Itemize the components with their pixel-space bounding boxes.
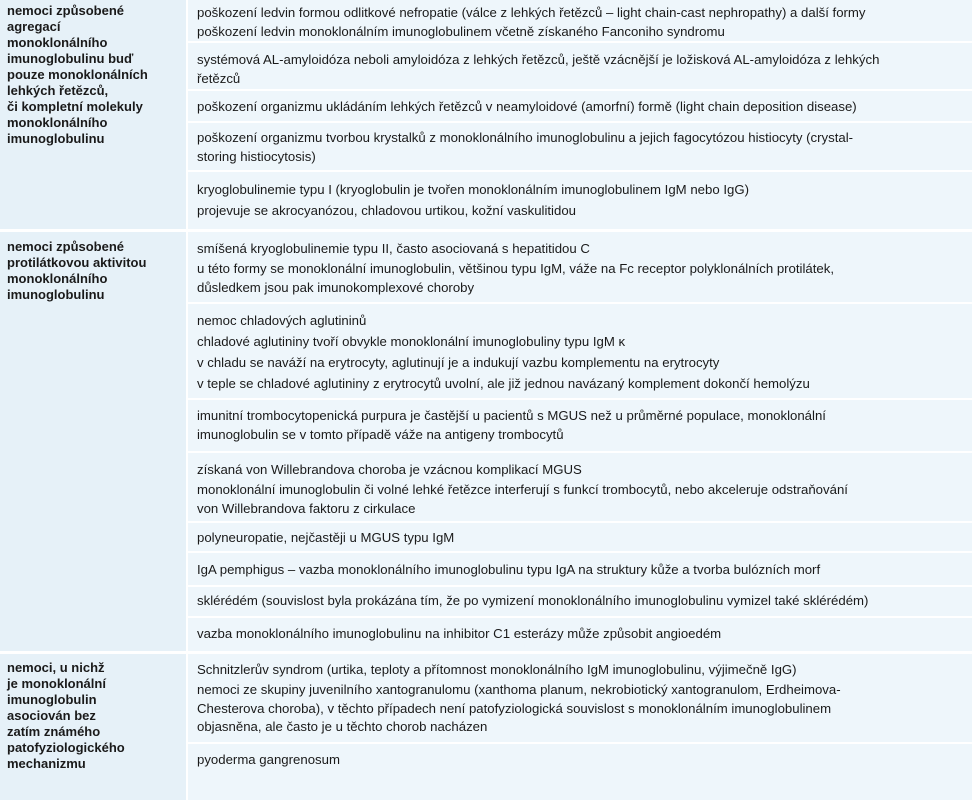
group-cells: [186, 232, 972, 651]
cell-line: řetězců: [197, 70, 241, 86]
label-line: monoklonálního: [7, 35, 108, 50]
label-line: imunoglobulinu buď: [7, 51, 134, 66]
table-cell: [188, 172, 972, 229]
label-line: monoklonálního: [7, 271, 108, 286]
label-line: mechanizmu: [7, 756, 86, 771]
cell-line: poškození organizmu tvorbou krystalků z monoklonálního imunoglobulinu a jejich fagocytózou histiocyty (crystal-: [197, 130, 854, 145]
cell-line: sklérédém (souvislost byla prokázána tím, že po vymizení monoklonálního imunoglobulinu vymizel také sklérédém): [197, 593, 869, 608]
cell-line: von Willebrandova faktoru z cirkulace: [197, 500, 416, 516]
label-line: patofyziologického: [7, 740, 125, 755]
cell-line: imunoglobulin se v tomto případě váže na antigeny trombocytů: [197, 426, 564, 442]
cell-line: v chladu se naváží na erytrocyty, aglutinují je a indukují vazbu komplementu na erytrocyty: [197, 355, 720, 370]
cell-line: chladové aglutininy tvoří obvykle monoklonální imunoglobuliny typu IgM κ: [197, 334, 626, 349]
label-line: imunoglobulinu: [7, 131, 105, 146]
label-line: imunoglobulin: [7, 692, 97, 707]
label-line: je monoklonální: [7, 676, 106, 691]
cell-line: systémová AL-amyloidóza neboli amyloidóza z lehkých řetězců, ještě vzácnější je ložisková AL-amyloidóza z lehkých: [197, 52, 880, 67]
label-line: či kompletní molekuly: [7, 99, 143, 114]
cell-line: IgA pemphigus – vazba monoklonálního imunoglobulinu typu IgA na struktury kůže a tvorba bulózních morf: [197, 562, 821, 577]
table-cell: [188, 744, 972, 800]
cell-line: poškození ledvin monoklonálním imunoglobulinem včetně získaného Fanconiho syndromu: [197, 23, 725, 39]
cell-line: nemoci ze skupiny juvenilního xantogranulomu (xanthoma planum, nekrobiotický xantogranulom, Erdheimova-: [197, 682, 841, 697]
cell-line: poškození organizmu ukládáním lehkých řetězců v neamyloidové (amorfní) formě (light chain deposition disease): [197, 99, 857, 114]
cell-line: objasněna, ale často je u těchto chorob nacházen: [197, 719, 488, 734]
label-line: zatím známého: [7, 724, 101, 739]
group-label: [0, 232, 186, 651]
group-label: [0, 654, 186, 800]
table-cell: [188, 304, 972, 400]
label-line: imunoglobulinu: [7, 287, 105, 302]
label-line: pouze monoklonálních: [7, 67, 148, 82]
label-line: nemoci, u nichž: [7, 660, 105, 675]
table-cell: [188, 654, 972, 744]
table-cell: [188, 618, 972, 651]
label-line: nemoci způsobené: [7, 239, 125, 254]
label-line: nemoci způsobené: [7, 3, 125, 18]
table-cell: [188, 43, 972, 91]
cell-line: imunitní trombocytopenická purpura je častější u pacientů s MGUS než u průměrné populace, monoklonální: [197, 408, 826, 423]
group-cells: [186, 654, 972, 800]
group-label: [0, 0, 186, 229]
label-line: monoklonálního: [7, 115, 108, 130]
table-group: [0, 232, 972, 651]
table-cell: [188, 0, 972, 43]
table-group: [0, 0, 972, 229]
table-cell: [188, 523, 972, 553]
cell-line: kryoglobulinemie typu I (kryoglobulin je tvořen monoklonálním imunoglobulinem IgM nebo IgG): [197, 182, 749, 197]
cell-line: získaná von Willebrandova choroba je vzácnou komplikací MGUS: [197, 462, 582, 477]
label-line: lehkých řetězců,: [7, 83, 109, 98]
cell-line: důsledkem jsou pak imunokomplexové choroby: [197, 279, 475, 295]
cell-line: u této formy se monoklonální imunoglobulin, většinou typu IgM, váže na Fc receptor polyklonálních protilátek,: [197, 261, 834, 276]
cell-line: pyoderma gangrenosum: [197, 752, 340, 767]
cell-line: smíšená kryoglobulinemie typu II, často asociovaná s hepatitidou C: [197, 241, 590, 256]
table-cell: [188, 587, 972, 618]
label-line: protilátkovou aktivitou: [7, 255, 147, 270]
table-cell: [188, 553, 972, 587]
cell-line: projevuje se akrocyanózou, chladovou urtikou, kožní vaskulitidou: [197, 203, 576, 218]
table-cell: [188, 453, 972, 523]
label-line: agregací: [7, 19, 61, 34]
table-cell: [188, 400, 972, 453]
group-cells: [186, 0, 972, 229]
cell-line: Schnitzlerův syndrom (urtika, teploty a přítomnost monoklonálního IgM imunoglobulinu, výjimečně IgG): [197, 662, 797, 677]
cell-line: vazba monoklonálního imunoglobulinu na inhibitor C1 esterázy může způsobit angioedém: [197, 626, 722, 641]
cell-line: polyneuropatie, nejčastěji u MGUS typu IgM: [197, 530, 455, 545]
label-line: asociován bez: [7, 708, 96, 723]
cell-line: monoklonální imunoglobulin či volné lehké řetězce interferují s funkcí trombocytů, nebo akceleruje odstraňování: [197, 482, 848, 497]
table-group: [0, 654, 972, 800]
cell-line: nemoc chladových aglutininů: [197, 313, 367, 328]
cell-line: Chesterova choroba), v těchto případech není patofyziologická souvislost s monoklonálním imunoglobulinem: [197, 700, 832, 716]
cell-line: poškození ledvin formou odlitkové nefropatie (válce z lehkých řetězců – light chain-cast nephropathy) a další formy: [197, 5, 866, 20]
table-cell: [188, 91, 972, 123]
table-cell: [188, 123, 972, 172]
cell-line: v teple se chladové aglutininy z erytrocytů uvolní, ale již jednou navázaný komplement dokončí hemolýzu: [197, 376, 810, 391]
table-cell: [188, 232, 972, 304]
cell-line: storing histiocytosis): [197, 148, 316, 164]
